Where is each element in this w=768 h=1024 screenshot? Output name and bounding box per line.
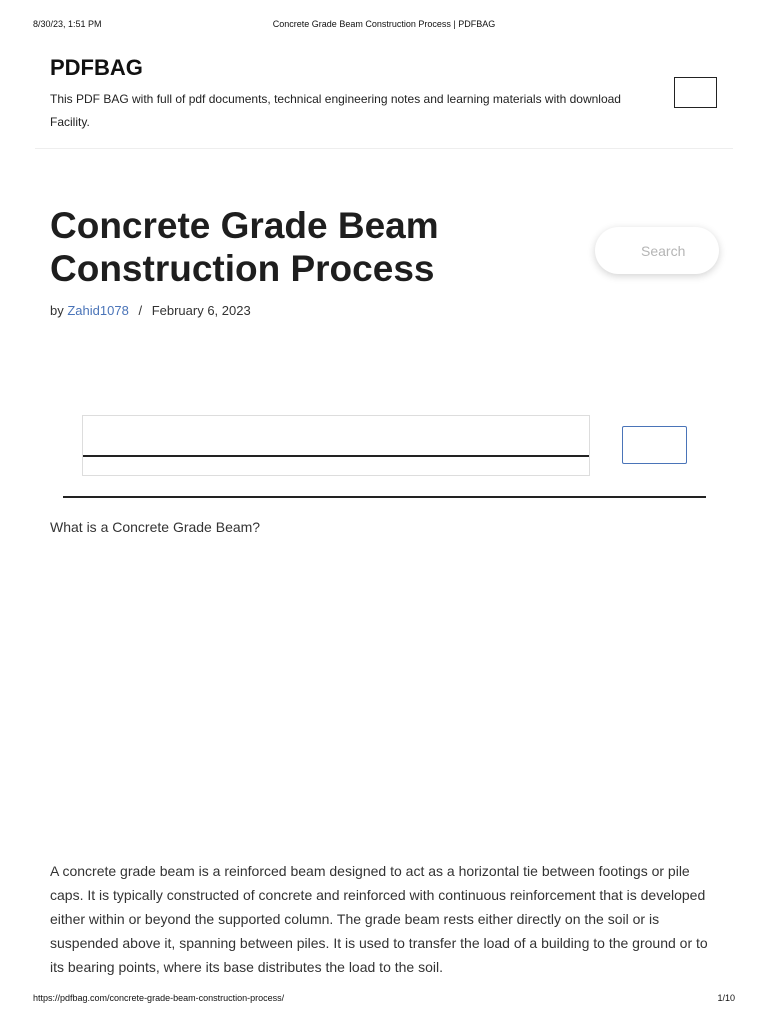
menu-toggle-button[interactable] xyxy=(674,77,717,108)
embed-divider xyxy=(83,455,589,457)
embed-action-button[interactable] xyxy=(622,426,687,464)
author-link[interactable]: Zahid1078 xyxy=(67,303,129,318)
byline-separator: / xyxy=(138,303,143,318)
site-title[interactable]: PDFBAG xyxy=(50,55,143,80)
body-paragraph: A concrete grade beam is a reinforced beam designed to act as a horizontal tie between footings or pile caps. It is typically constructed of concrete and reinforced with continuous reinforcement that is developed either within or beyond the supported column. The grade beam rests either directly on the soil or is suspended above it, spanning between piles. It is used to transfer the load of a building to the ground or to its bearing points, where its base distributes the load to the soil. xyxy=(50,863,708,975)
embed-frame[interactable] xyxy=(82,415,590,476)
print-footer-url: https://pdfbag.com/concrete-grade-beam-construction-process/ xyxy=(33,993,285,1003)
print-header-datetime: 8/30/23, 1:51 PM xyxy=(33,19,102,29)
content-divider xyxy=(63,496,706,498)
search-input[interactable] xyxy=(595,227,719,274)
post-title: Concrete Grade Beam Construction Process xyxy=(50,205,439,289)
post-date: February 6, 2023 xyxy=(151,303,251,318)
print-header-title: Concrete Grade Beam Construction Process | PDFBAG xyxy=(272,19,496,29)
site-description: This PDF BAG with full of pdf documents, technical engineering notes and learning materials with download Facility. xyxy=(50,92,621,129)
header-divider xyxy=(35,148,733,149)
post-byline xyxy=(50,303,251,318)
section-heading: What is a Concrete Grade Beam? xyxy=(50,519,261,535)
byline-prefix: by xyxy=(50,303,64,318)
print-footer-page-number: 1/10 xyxy=(717,993,735,1003)
